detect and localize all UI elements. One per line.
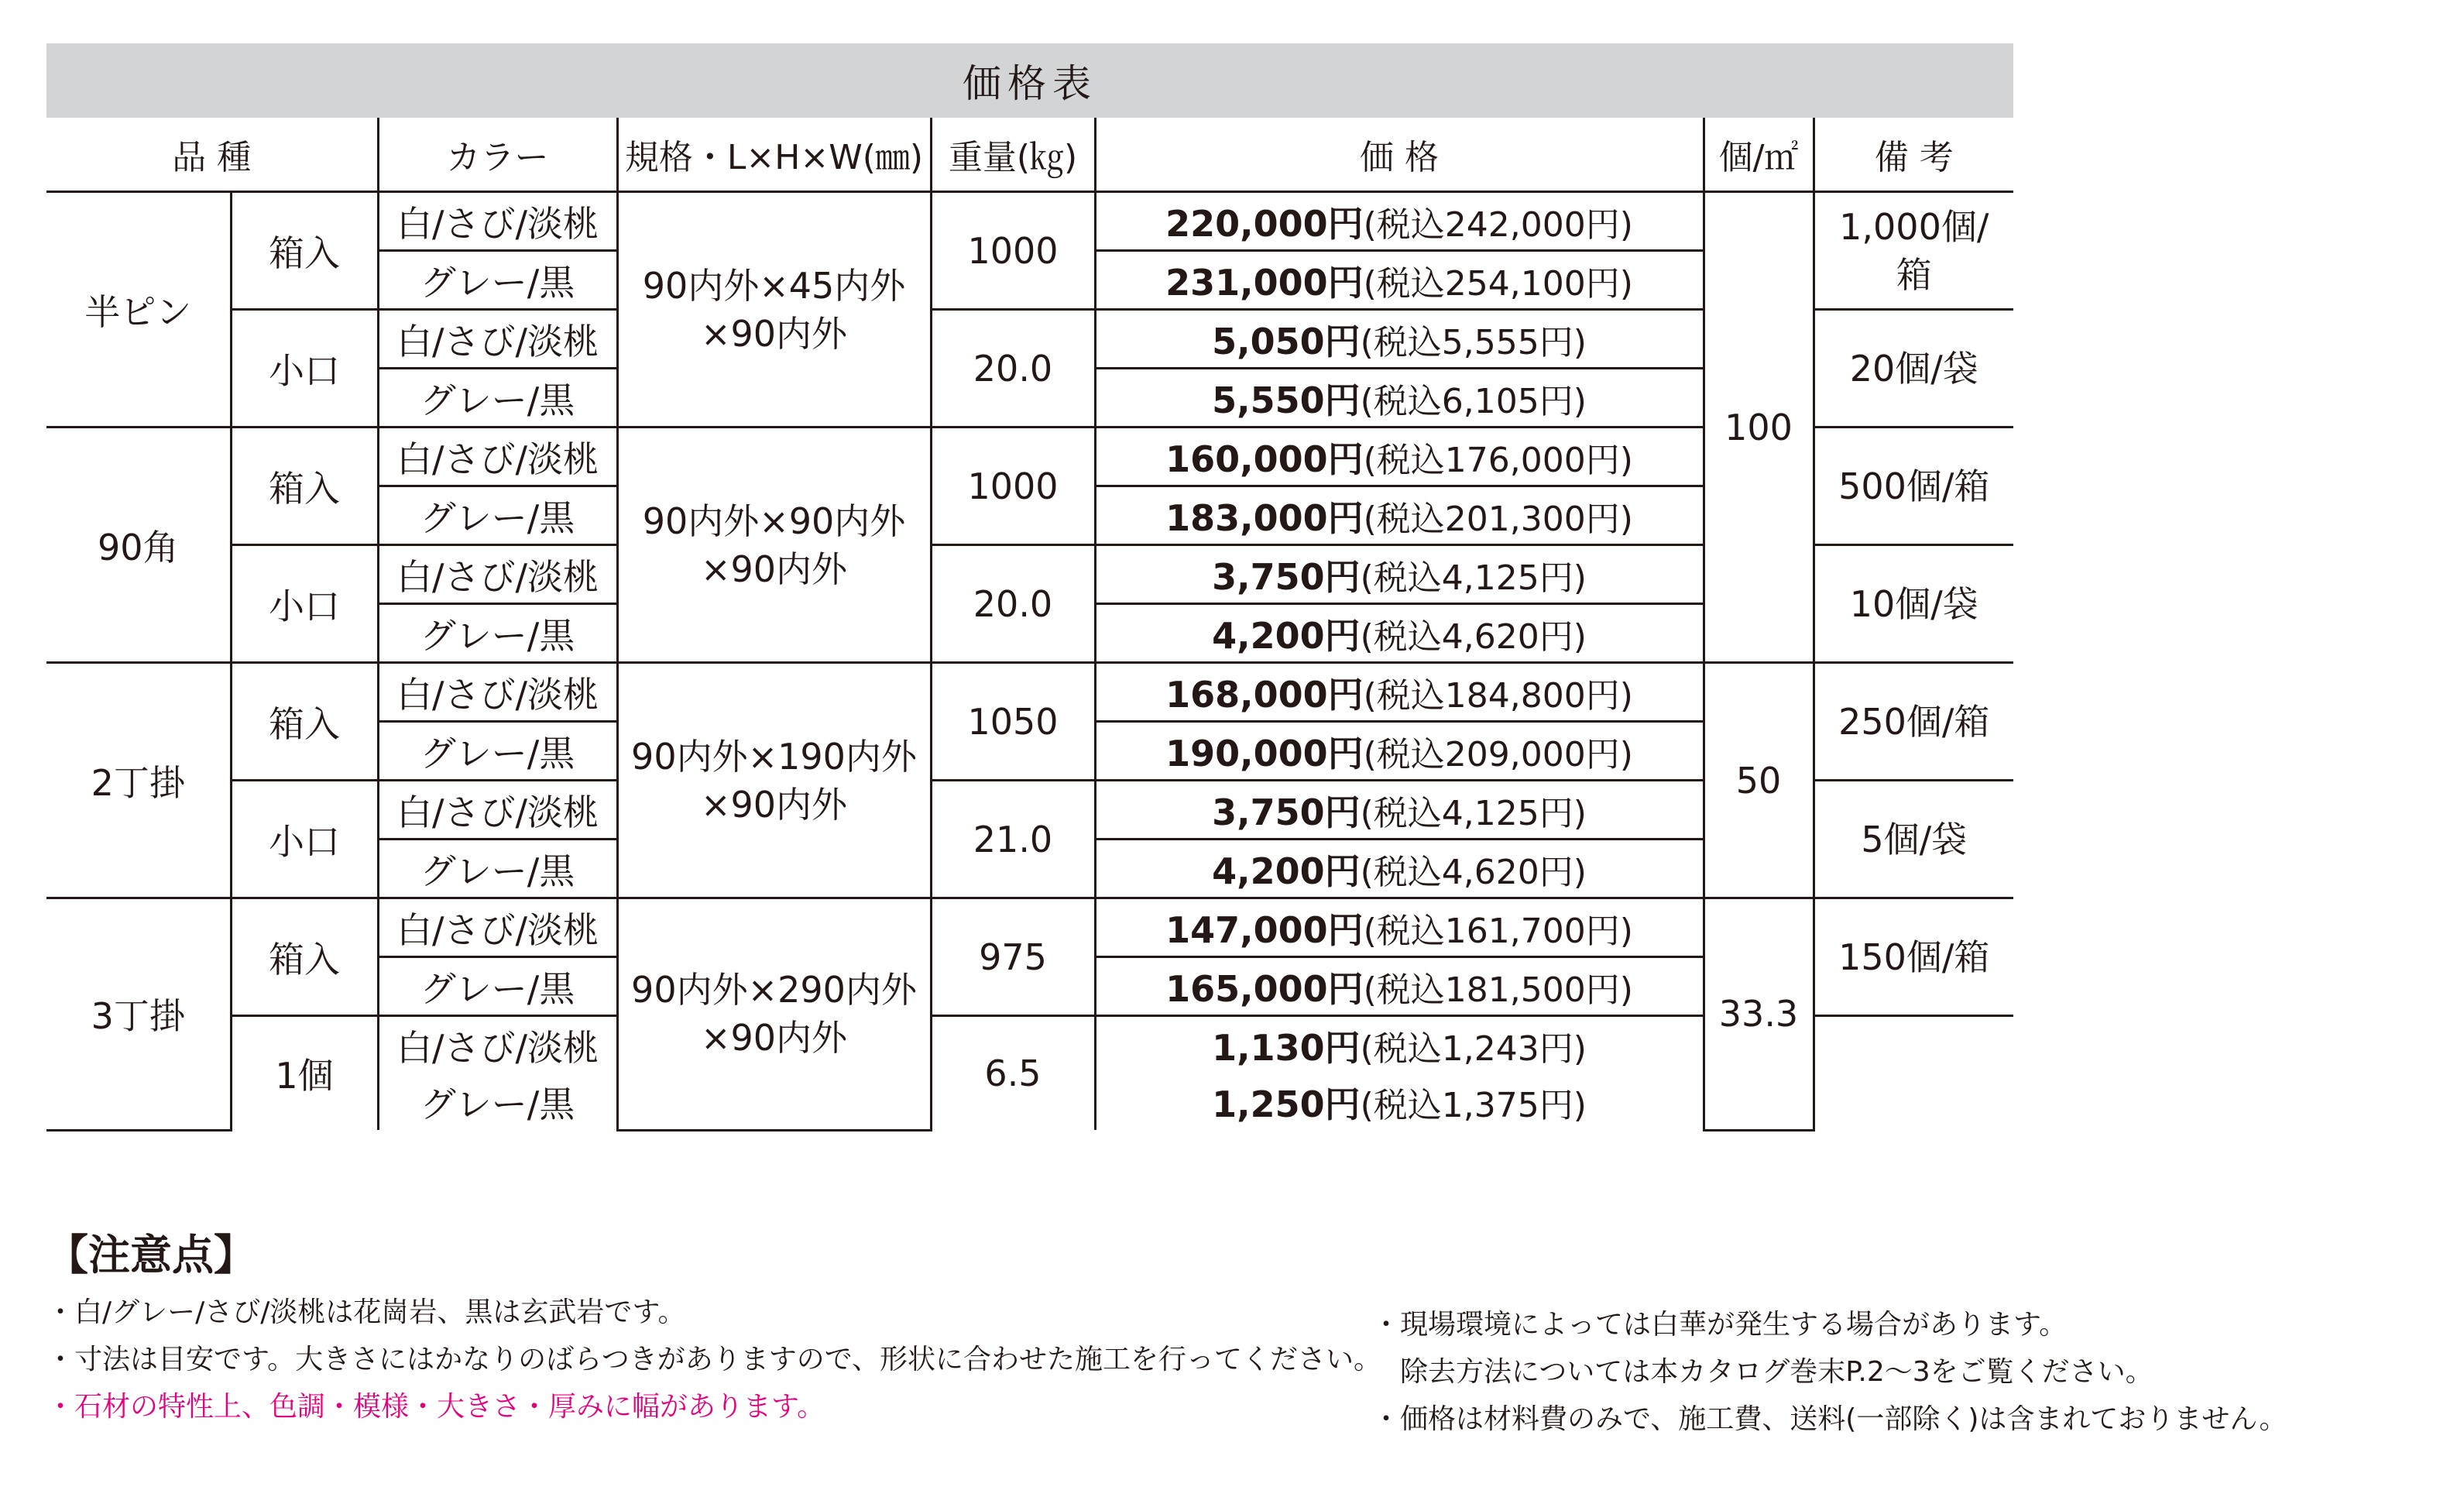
price-value: 168,000円	[1165, 673, 1364, 716]
price-value: 4,200円	[1212, 850, 1361, 892]
pack-type: 1個	[231, 1016, 378, 1131]
note-item: ・価格は材料費のみで、施工費、送料(一部除く)は含まれておりません。	[1372, 1403, 2287, 1435]
color-cell: グレー/黒	[378, 369, 617, 428]
header-variety: 品 種	[46, 118, 378, 192]
color-cell: 白/さび/淡桃	[378, 663, 617, 722]
text-line: 250個/箱	[1838, 700, 1990, 743]
color-cell: グレー/黒	[378, 604, 617, 663]
price-tax-included: (税込1,375円)	[1360, 1085, 1587, 1125]
header-price: 価 格	[1095, 118, 1704, 192]
remarks-cell	[1814, 1016, 2013, 1131]
variety-name: 半ピン	[46, 192, 231, 428]
price-cell	[1095, 310, 1704, 369]
color-cell: 白/さび/淡桃	[378, 310, 617, 369]
price-tax-included: (税込1,243円)	[1360, 1028, 1587, 1069]
remarks-cell	[1814, 781, 2013, 898]
table-row	[46, 663, 2013, 722]
color-cell: 白/さび/淡桃	[378, 428, 617, 486]
weight-cell: 6.5	[931, 1016, 1095, 1131]
note-item: 除去方法については本カタログ巻末P.2〜3をご覧ください。	[1372, 1356, 2153, 1388]
price-cell	[1095, 898, 1704, 957]
variety-name: 2丁掛	[46, 663, 231, 898]
notes-left-list	[46, 1289, 1381, 1430]
remarks-cell	[1814, 663, 2013, 781]
price-tax-included: (税込184,800円)	[1363, 675, 1633, 716]
text-line: 500個/箱	[1838, 465, 1990, 507]
price-value: 4,200円	[1212, 614, 1361, 657]
text-line: ×90内外	[700, 548, 848, 590]
pack-type: 小口	[231, 310, 378, 428]
text-line: 90内外×190内外	[631, 735, 917, 778]
spec-cell	[617, 428, 931, 663]
pack-type: 箱入	[231, 192, 378, 310]
color-cell: 白/さび/淡桃	[378, 192, 617, 251]
remarks-cell	[1814, 898, 2013, 1016]
price-table-body	[46, 192, 2013, 1131]
price-tax-included: (税込181,500円)	[1363, 970, 1633, 1010]
price-value: 3,750円	[1212, 555, 1361, 598]
weight-cell: 21.0	[931, 781, 1095, 898]
color-cell: グレー/黒	[378, 722, 617, 781]
price-cell	[1095, 957, 1704, 1016]
color-cell: 白/さび/淡桃	[378, 545, 617, 604]
per-sqm-cell: 50	[1704, 663, 1814, 898]
note-item: ・寸法は目安です。大きさにはかなりのばらつきがありますので、形状に合わせた施工を行ってください。	[46, 1344, 1382, 1375]
price-cell	[1095, 486, 1704, 545]
notes-title: 【注意点】	[46, 1231, 256, 1279]
text-line: ×90内外	[700, 1017, 848, 1059]
header-color: カラー	[378, 118, 617, 192]
text-line: 箱	[1896, 253, 1932, 296]
price-value: 1,130円	[1212, 1026, 1361, 1069]
price-tax-included: (税込4,620円)	[1360, 852, 1587, 892]
header-remarks: 備 考	[1814, 118, 2013, 192]
remarks-cell	[1814, 428, 2013, 545]
price-tax-included: (税込4,125円)	[1360, 558, 1587, 598]
text-line: 90内外×45内外	[642, 264, 906, 307]
color-cell: 白/さび/淡桃	[378, 1016, 617, 1074]
weight-cell: 1000	[931, 428, 1095, 545]
price-tax-included: (税込6,105円)	[1360, 381, 1587, 421]
price-value: 165,000円	[1165, 967, 1364, 1010]
price-value: 160,000円	[1165, 438, 1364, 480]
pack-type: 小口	[231, 781, 378, 898]
header-weight: 重量(㎏)	[931, 118, 1095, 192]
note-item: ・白/グレー/さび/淡桃は花崗岩、黒は玄武岩です。	[46, 1296, 686, 1328]
color-cell: グレー/黒	[378, 251, 617, 310]
text-line: 1,000個/	[1839, 205, 1989, 248]
price-cell	[1095, 1073, 1704, 1130]
price-tax-included: (税込176,000円)	[1363, 440, 1633, 480]
price-tax-included: (税込201,300円)	[1363, 499, 1633, 539]
weight-cell: 1000	[931, 192, 1095, 310]
weight-cell: 20.0	[931, 545, 1095, 663]
price-cell	[1095, 663, 1704, 722]
price-tax-included: (税込209,000円)	[1363, 734, 1633, 774]
remarks-cell	[1814, 310, 2013, 428]
price-tax-included: (税込4,620円)	[1360, 616, 1587, 657]
spec-cell	[617, 663, 931, 898]
price-value: 5,550円	[1212, 379, 1361, 421]
variety-name: 90角	[46, 428, 231, 663]
text-line: 90内外×90内外	[642, 500, 906, 542]
text-line: 20個/袋	[1849, 347, 1978, 390]
price-cell	[1095, 604, 1704, 663]
spec-cell	[617, 898, 931, 1131]
price-cell	[1095, 545, 1704, 604]
notes-right-list	[1372, 1301, 2287, 1443]
text-line: 90内外×290内外	[631, 969, 917, 1011]
price-cell	[1095, 1016, 1704, 1074]
price-value: 5,050円	[1212, 320, 1361, 362]
price-cell	[1095, 840, 1704, 898]
price-cell	[1095, 369, 1704, 428]
price-tax-included: (税込161,700円)	[1363, 911, 1633, 951]
spec-cell	[617, 192, 931, 428]
color-cell: 白/さび/淡桃	[378, 898, 617, 957]
header-spec: 規格・L×H×W(㎜)	[617, 118, 931, 192]
remarks-cell	[1814, 192, 2013, 310]
text-line: 150個/箱	[1838, 936, 1990, 978]
table-row	[46, 898, 2013, 957]
text-line: 10個/袋	[1849, 582, 1978, 625]
remarks-cell	[1814, 545, 2013, 663]
text-line: ×90内外	[700, 783, 848, 826]
price-cell	[1095, 251, 1704, 310]
pack-type: 箱入	[231, 663, 378, 781]
table-title: 価格表	[46, 43, 2013, 118]
header-per-sqm: 個/㎡	[1704, 118, 1814, 192]
weight-cell: 1050	[931, 663, 1095, 781]
color-cell: グレー/黒	[378, 957, 617, 1016]
price-value: 231,000円	[1165, 261, 1364, 304]
price-cell	[1095, 428, 1704, 486]
pack-type: 箱入	[231, 898, 378, 1016]
pack-type: 小口	[231, 545, 378, 663]
price-cell	[1095, 192, 1704, 251]
weight-cell: 975	[931, 898, 1095, 1016]
price-tax-included: (税込254,100円)	[1363, 263, 1633, 304]
price-value: 3,750円	[1212, 791, 1361, 833]
table-row	[46, 192, 2013, 251]
price-cell	[1095, 781, 1704, 840]
color-cell: グレー/黒	[378, 840, 617, 898]
color-cell: グレー/黒	[378, 1073, 617, 1130]
per-sqm-cell: 33.3	[1704, 898, 1814, 1131]
note-item: ・石材の特性上、色調・模様・大きさ・厚みに幅があります。	[46, 1391, 825, 1423]
variety-name: 3丁掛	[46, 898, 231, 1131]
text-line: ×90内外	[700, 312, 848, 355]
color-cell: 白/さび/淡桃	[378, 781, 617, 840]
price-value: 1,250円	[1212, 1083, 1361, 1125]
per-sqm-cell: 100	[1704, 192, 1814, 663]
weight-cell: 20.0	[931, 310, 1095, 428]
price-value: 190,000円	[1165, 732, 1364, 774]
price-table	[46, 43, 2013, 1131]
price-value: 147,000円	[1165, 908, 1364, 951]
pack-type: 箱入	[231, 428, 378, 545]
price-value: 220,000円	[1165, 202, 1364, 245]
price-value: 183,000円	[1165, 496, 1364, 539]
price-tax-included: (税込242,000円)	[1363, 204, 1633, 245]
color-cell: グレー/黒	[378, 486, 617, 545]
price-cell	[1095, 722, 1704, 781]
price-tax-included: (税込5,555円)	[1360, 322, 1587, 362]
price-tax-included: (税込4,125円)	[1360, 793, 1587, 833]
text-line: 5個/袋	[1861, 818, 1968, 860]
note-item: ・現場環境によっては白華が発生する場合があります。	[1372, 1309, 2068, 1341]
